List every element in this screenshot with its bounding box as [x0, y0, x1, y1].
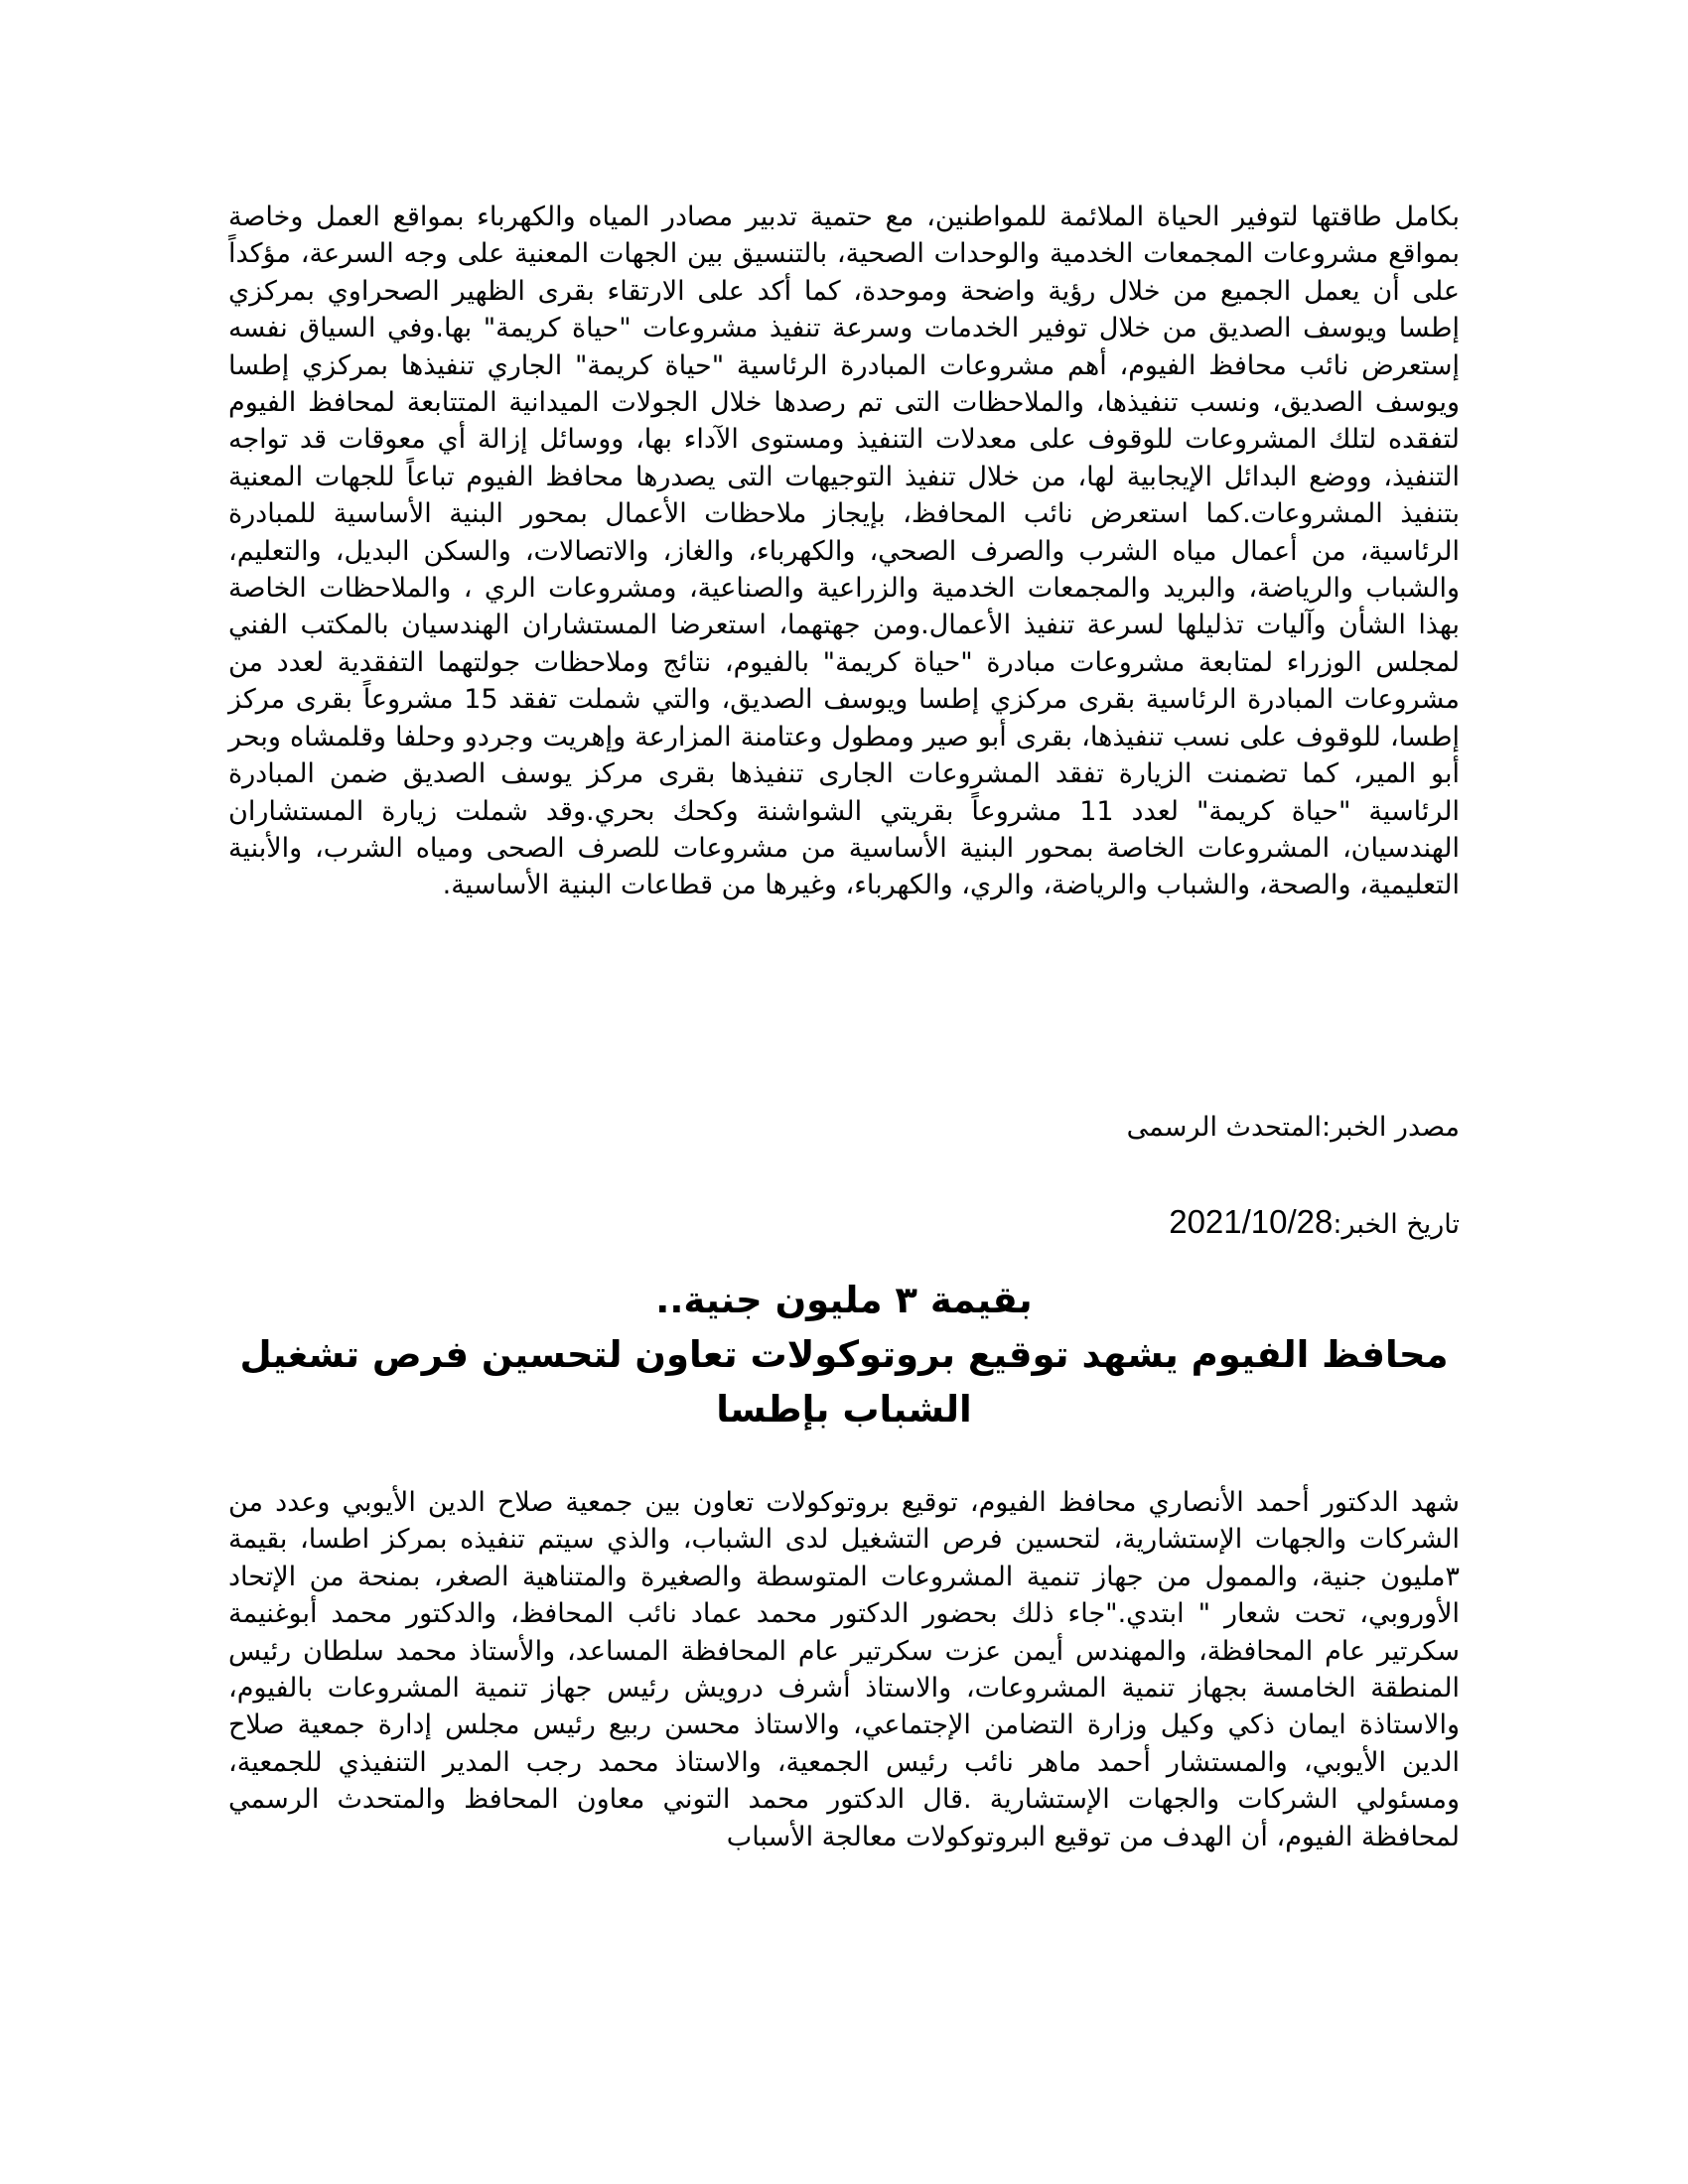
article-1-body: بكامل طاقتها لتوفير الحياة الملائمة للمواطنين، مع حتمية تدبير مصادر المياه والكهرباء بمواقع العمل وخاصة بمواقع مشروعات المجمعات الخدمية والوحدات الصحية، بالتنسيق بين الجهات المعنية على وجه السرعة، مؤكداً على أن يعمل الجميع من خلال رؤية واضحة وموحدة، كما أكد على الارتقاء بقرى الظهير الصحراوي بمركزي إطسا ويوسف الصديق من خلال توفير الخدمات وسرعة تنفيذ مشروعات "حياة كريمة" بها.وفي السياق نفسه إستعرض نائب محافظ الفيوم، أهم مشروعات المبادرة الرئاسية "حياة كريمة" الجاري تنفيذها بمركزي إطسا ويوسف الصديق، ونسب تنفيذها، والملاحظات التى تم رصدها خلال الجولات الميدانية المتتابعة لمحافظ الفيوم لتفقده لتلك المشروعات للوقوف على معدلات التنفيذ ومستوى الآداء بها، ووسائل إزالة أي معوقات قد تواجه التنفيذ، ووضع البدائل الإيجابية لها، من خلال تنفيذ التوجيهات التى يصدرها محافظ الفيوم تباعاً للجهات المعنية بتنفيذ المشروعات.كما استعرض نائب المحافظ، بإيجاز ملاحظات الأعمال بمحور البنية الأساسية للمبادرة الرئاسية، من أعمال مياه الشرب والصرف الصحي، والكهرباء، والغاز، والاتصالات، والسكن البديل، والتعليم، والشباب والرياضة، والبريد والمجمعات الخدمية والزراعية والصناعية، ومشروعات الري ، والملاحظات الخاصة بهذا الشأن وآليات تذليلها لسرعة تنفيذ الأعمال.ومن جهتهما، استعرضا المستشاران الهندسيان بالمكتب الفني لمجلس الوزراء لمتابعة مشروعات مبادرة "حياة كريمة" بالفيوم، نتائج وملاحظات جولتهما التفقدية لعدد من مشروعات المبادرة الرئاسية بقرى مركزي إطسا ويوسف الصديق، والتي شملت تفقد 15 مشروعاً بقرى مركز إطسا، للوقوف على نسب تنفيذها، بقرى أبو صير ومطول وعتامنة المزارعة وإهريت وجردو وحلفا وقلمشاه وبحر أبو المير، كما تضمنت الزيارة تفقد المشروعات الجارى تنفيذها بقرى مركز يوسف الصديق ضمن المبادرة الرئاسية "حياة كريمة" لعدد 11 مشروعاً بقريتي الشواشنة وكحك بحري.وقد شملت زيارة المستشاران الهندسيان، المشروعات الخاصة بمحور البنية الأساسية من مشروعات للصرف الصحى ومياه الشرب، والأبنية التعليمية، والصحة، والشباب والرياضة، والري، والكهرباء، وغيرها من قطاعات البنية الأساسية. [228, 202, 1461, 901]
news-date-label: تاريخ الخبر: [1333, 1209, 1460, 1240]
news-source-value: المتحدث الرسمى [1126, 1112, 1323, 1143]
article-2-headline-line-2: محافظ الفيوم يشهد توقيع بروتوكولات تعاون لتحسين فرص تشغيل الشباب بإطسا [239, 1333, 1449, 1431]
article-2-headline-line-1: بقيمة ٣ مليون جنية.. [655, 1279, 1033, 1321]
news-source-line [1127, 1109, 1460, 1146]
news-date-line [1169, 1203, 1460, 1243]
article-2-body: شهد الدكتور أحمد الأنصاري محافظ الفيوم، توقيع بروتوكولات تعاون بين جمعية صلاح الدين الأيوبي وعدد من الشركات والجهات الإستشارية، لتحسين فرص التشغيل لدى الشباب، والذي سيتم تنفيذه بمركز اطسا، بقيمة ٣مليون جنية، والممول من جهاز تنمية المشروعات المتوسطة والصغيرة والمتناهية الصغر، بمنحة من الإتحاد الأوروبي، تحت شعار " ابتدي."جاء ذلك بحضور الدكتور محمد عماد نائب المحافظ، والدكتور محمد أبوغنيمة سكرتير عام المحافظة، والمهندس أيمن عزت سكرتير عام المحافظة المساعد، والأستاذ محمد سلطان رئيس المنطقة الخامسة بجهاز تنمية المشروعات، والاستاذ أشرف درويش رئيس جهاز تنمية المشروعات بالفيوم، والاستاذة ايمان ذكي وكيل وزارة التضامن الإجتماعي، والاستاذ محسن ربيع رئيس مجلس إدارة جمعية صلاح الدين الأيوبي، والمستشار أحمد ماهر نائب رئيس الجمعية، والاستاذ محمد رجب المدير التنفيذي للجمعية، ومسئولي الشركات والجهات الإستشارية .قال الدكتور محمد التوني معاون المحافظ والمتحدث الرسمي لمحافظة الفيوم، أن الهدف من توقيع البروتوكولات معالجة الأسباب [228, 1487, 1460, 1852]
news-source-label: مصدر الخبر: [1322, 1112, 1460, 1143]
news-date-value: 2021/10/28 [1169, 1203, 1334, 1240]
